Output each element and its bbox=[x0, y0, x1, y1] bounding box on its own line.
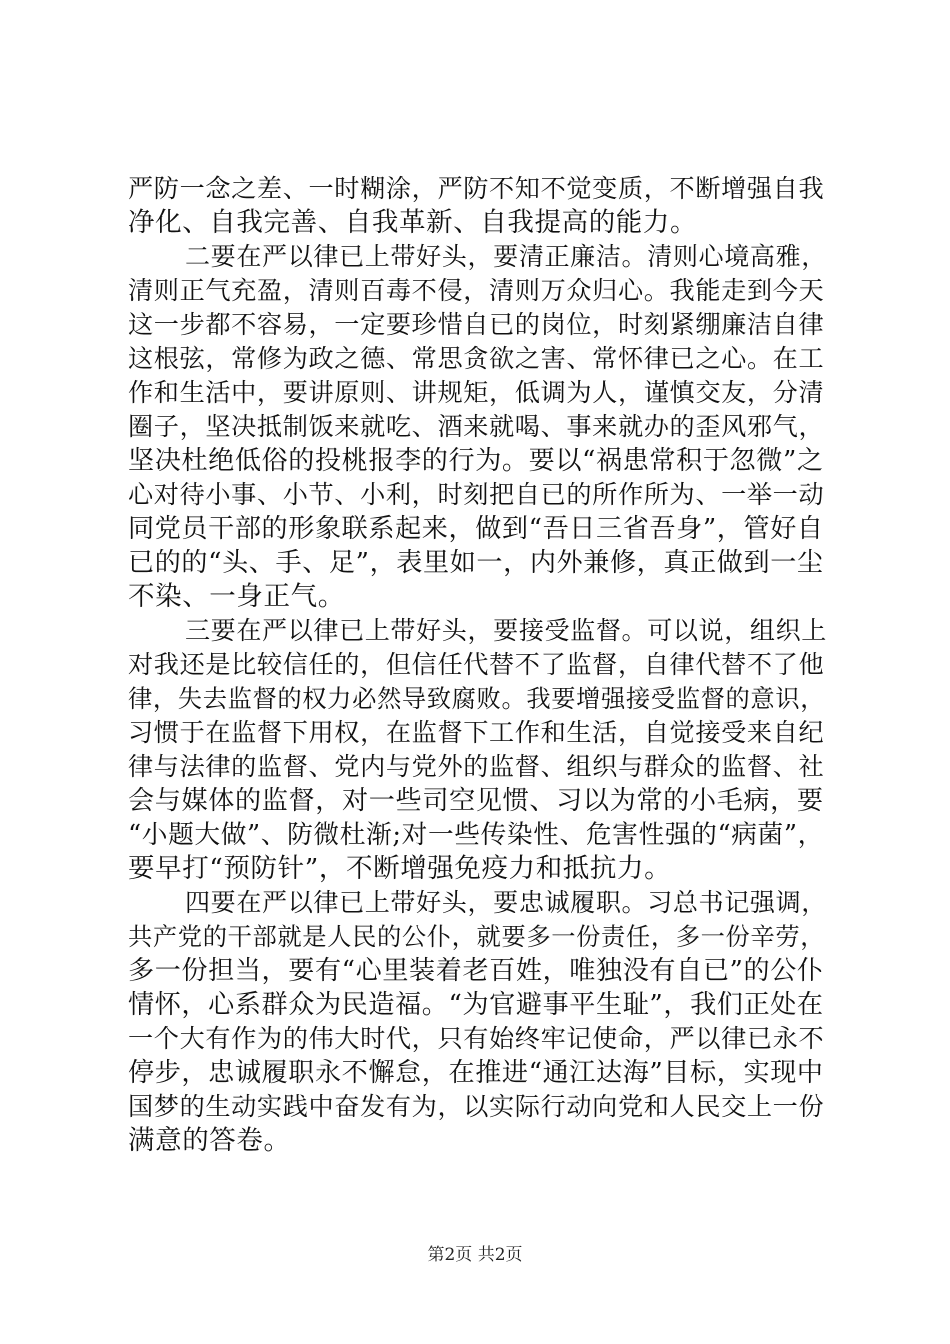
text-line: 要早打“预防针”，不断增强免疫力和抵抗力。 bbox=[128, 853, 672, 884]
document-body bbox=[128, 172, 827, 1158]
text-line: 共产党的干部就是人民的公仆，就要多一份责任，多一份辛劳， bbox=[128, 922, 826, 951]
text-line: 这根弦，常修为政之德、常思贪欲之害、常怀律已之心。在工 bbox=[128, 344, 825, 373]
text-line: 一个大有作为的伟大时代，只有始终牢记使命，严以律已永不 bbox=[128, 1024, 825, 1053]
text-line: 律与法律的监督、党内与党外的监督、组织与群众的监督、社 bbox=[128, 752, 825, 781]
text-line: 同党员干部的形象联系起来，做到“吾日三省吾身”，管好自 bbox=[128, 514, 824, 544]
text-line: 这一步都不容易，一定要珍惜自已的岗位，时刻紧绷廉洁自律 bbox=[128, 310, 825, 339]
text-line: “小题大做”、防微杜渐;对一些传染性、危害性强的“病菌”， bbox=[128, 820, 824, 850]
text-line: 已的的“头、手、足”，表里如一，内外兼修，真正做到一尘 bbox=[128, 548, 824, 578]
text-line: 清则正气充盈，清则百毒不侵，清则万众归心。我能走到今天 bbox=[128, 276, 825, 305]
paragraph-start-line: 四要在严以律已上带好头，要忠诚履职。习总书记强调， bbox=[185, 888, 827, 917]
text-line: 对我还是比较信任的，但信任代替不了监督，自律代替不了他 bbox=[128, 650, 825, 679]
text-line: 多一份担当，要有“心里装着老百姓，唯独没有自已”的公仆 bbox=[128, 956, 824, 986]
text-line: 作和生活中，要讲原则、讲规矩，低调为人，谨慎交友，分清 bbox=[128, 378, 825, 407]
text-line: 习惯于在监督下用权，在监督下工作和生活，自觉接受来自纪 bbox=[128, 718, 825, 747]
text-line: 净化、自我完善、自我革新、自我提高的能力。 bbox=[128, 207, 698, 238]
page-number-footer: 第2页 共2页 bbox=[427, 1245, 523, 1265]
text-line: 会与媒体的监督，对一些司空见惯、习以为常的小毛病，要 bbox=[128, 786, 824, 816]
text-line: 坚决杜绝低俗的投桃报李的行为。要以“祸患常积于忽微”之 bbox=[128, 446, 824, 476]
text-line: 不染、一身正气。 bbox=[128, 581, 345, 612]
text-line: 心对待小事、小节、小利，时刻把自已的所作所为、一举一动 bbox=[128, 480, 825, 509]
paragraph-start-line: 三要在严以律已上带好头，要接受监督。可以说，组织上 bbox=[185, 616, 827, 645]
text-line: 停步，忠诚履职永不懈怠，在推进“通江达海”目标，实现中 bbox=[128, 1058, 824, 1088]
text-line: 满意的答卷。 bbox=[128, 1125, 291, 1156]
text-line: 国梦的生动实践中奋发有为，以实际行动向党和人民交上一份 bbox=[128, 1092, 825, 1121]
text-line: 律，失去监督的权力必然导致腐败。我要增强接受监督的意识， bbox=[128, 684, 826, 713]
text-line: 严防一念之差、一时糊涂，严防不知不觉变质，不断增强自我 bbox=[128, 174, 825, 203]
text-line: 情怀，心系群众为民造福。“为官避事平生耻”，我们正处在 bbox=[128, 990, 824, 1020]
paragraph-start-line: 二要在严以律已上带好头，要清正廉洁。清则心境高雅， bbox=[185, 242, 827, 271]
text-line: 圈子，坚决抵制饭来就吃、酒来就喝、事来就办的歪风邪气， bbox=[128, 412, 825, 441]
